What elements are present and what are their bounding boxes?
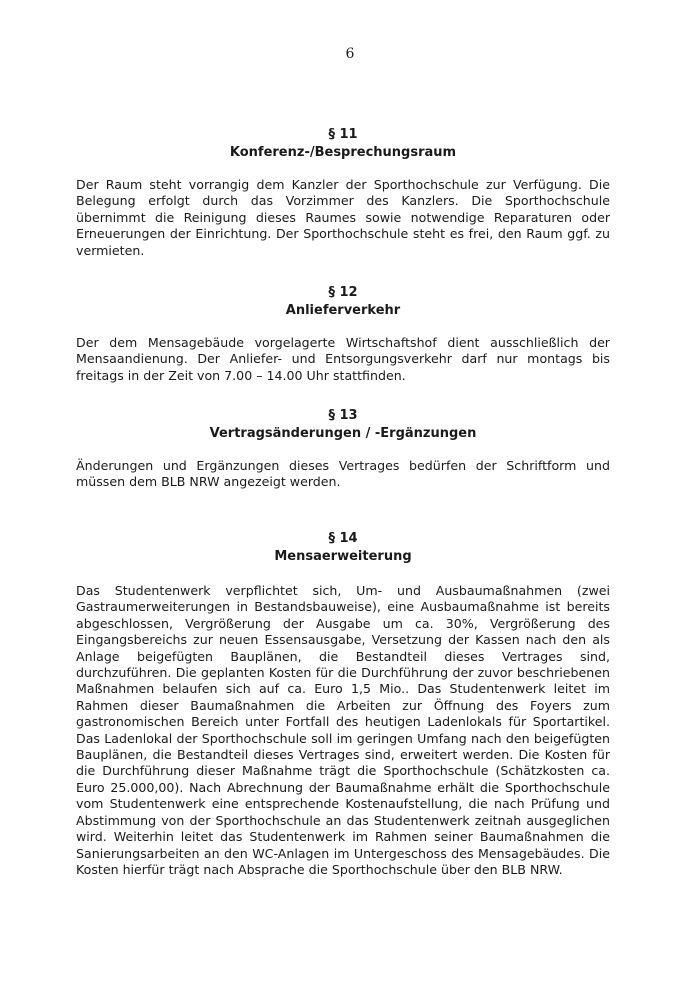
section-number: § 13	[328, 408, 358, 423]
page-number: 6	[345, 46, 355, 62]
section-13	[76, 407, 610, 491]
section-body: Änderungen und Ergänzungen dieses Vertrages bedürfen der Schriftform und müssen dem BLB NRW angezeigt werden.	[76, 458, 610, 490]
section-title: Mensaerweiterung	[274, 549, 412, 564]
section-body: Das Studentenwerk verpflichtet sich, Um- und Ausbaumaßnahmen (zwei Gastraumerweiterungen in Bestandsbauweise), eine Ausbaumaßnahme ist bereits abgeschlossen, Vergrößerung der Ausgabe um ca. 30%, Vergrößerung des Eingangsbereichs zur neuen Essensausgabe, Versetzung der Kassen nach den als Anlage beigefügten Bauplänen, die Bestandteil dieses Vertrages sind, durchzuführen. Die geplanten Kosten für die Durchführung der zuvor beschriebenen Maßnahmen belaufen sich auf ca. Euro 1,5 Mio.. Das Studentenwerk leitet im Rahmen dieser Baumaßnahmen die Arbeiten zur Öffnung des Foyers zum gastronomischen Bereich unter Fortfall des heutigen Ladenlokals für Sportartikel. Das Ladenlokal der Sporthochschule soll im geringen Umfang nach den beigefügten Bauplänen, die Bestandteil dieses Vertrages sind, erweitert werden. Die Kosten für die Durchführung dieser Maßnahme trägt die Sporthochschule (Schätzkosten ca. Euro 25.000,00). Nach Abrechnung der Baumaßnahme erhält die Sporthochschule vom Studentenwerk eine entsprechende Kostenaufstellung, die nach Prüfung und Abstimmung von der Sporthochschule an das Studentenwerk zeitnah ausgeglichen wird. Weiterhin leitet das Studentenwerk im Rahmen seiner Baumaßnahmen die Sanierungsarbeiten an den WC-Anlagen im Untergeschoss des Mensagebäudes. Die Kosten hierfür trägt nach Absprache die Sporthochschule über den BLB NRW.	[76, 583, 610, 877]
section-12	[76, 284, 610, 384]
section-11	[76, 126, 610, 259]
section-number: § 12	[328, 285, 358, 300]
section-title: Konferenz-/Besprechungsraum	[229, 145, 457, 160]
section-title: Anlieferverkehr	[285, 303, 401, 318]
section-body: Der dem Mensagebäude vorgelagerte Wirtschaftshof dient ausschließlich der Mensaandienung. Der Anliefer- und Entsorgungsverkehr darf nur montags bis freitags in der Zeit von 7.00 – 14.00 Uhr stattfinden.	[76, 335, 610, 383]
section-number: § 11	[328, 127, 358, 142]
section-title: Vertragsänderungen / -Ergänzungen	[209, 426, 477, 441]
section-14	[76, 530, 610, 878]
section-number: § 14	[328, 531, 358, 546]
section-body: Der Raum steht vorrangig dem Kanzler der Sporthochschule zur Verfügung. Die Belegung erfolgt durch das Vorzimmer des Kanzlers. Die Sporthochschule übernimmt die Reinigung dieses Raumes sowie notwendige Reparaturen oder Erneuerungen der Einrichtung. Der Sporthochschule steht es frei, den Raum ggf. zu vermieten.	[76, 177, 610, 258]
